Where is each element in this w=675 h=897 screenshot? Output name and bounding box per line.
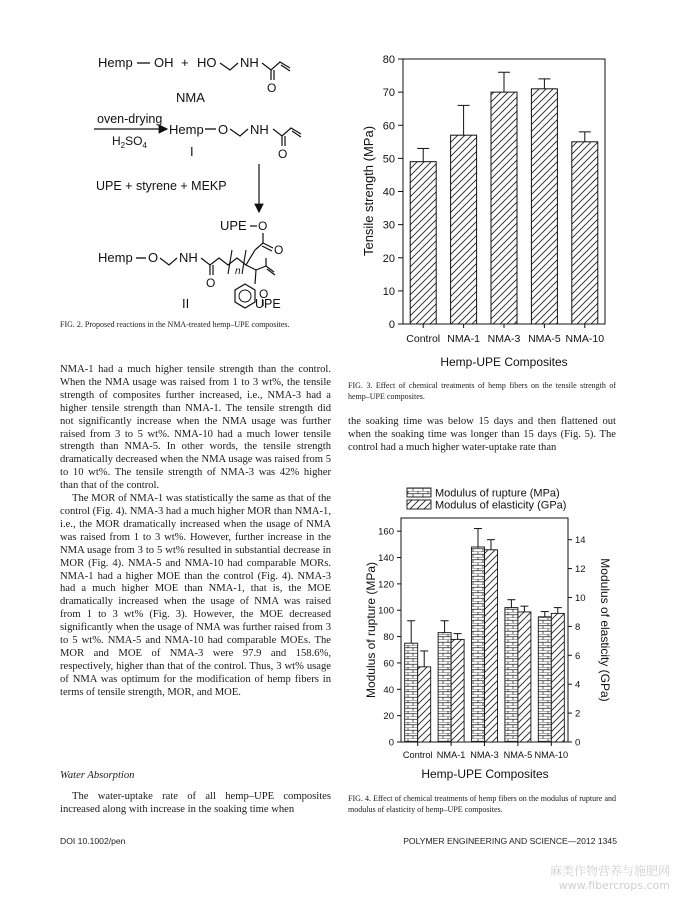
y-axis-label-left: Modulus of rupture (MPa): [364, 561, 378, 699]
ho-text: HO: [197, 55, 217, 70]
footer-journal: POLYMER ENGINEERING AND SCIENCE—2012 1345: [403, 836, 617, 846]
y-tick-label-left: 20: [383, 711, 394, 723]
bar: [531, 89, 557, 324]
y-tick-label: 20: [382, 252, 395, 265]
step1-catalyst: $H_2SO_4$: [112, 134, 147, 150]
y-tick-label: 40: [382, 186, 395, 199]
x-tick-label: NMA-1: [436, 750, 466, 760]
bar: [551, 613, 564, 742]
step1-conditions: oven-drying: [97, 112, 163, 126]
bar: [438, 633, 451, 742]
footer-doi: DOI 10.1002/pen: [60, 836, 126, 846]
oxygen-text: O: [148, 250, 159, 265]
legend-swatch: [407, 500, 431, 509]
paragraph: the soaking time was below 15 days and then flattened out when the soaking time was longer than 15 days (Fig. 5). The control had a much higher water-uptake rate than: [348, 416, 616, 453]
y-tick-label-right: 14: [575, 535, 586, 547]
x-tick-label: NMA-10: [534, 750, 569, 760]
bar: [472, 547, 485, 742]
watermark: [470, 862, 670, 892]
y-tick-label-left: 80: [383, 632, 394, 644]
bar: [418, 667, 431, 742]
reaction-scheme: [80, 40, 350, 315]
backbone-bonds: [201, 250, 255, 265]
bar: [485, 550, 498, 742]
fig3-chart: [345, 45, 627, 375]
y-axis-label: Tensile strength (MPa): [361, 125, 376, 257]
repeat-n: n: [235, 266, 241, 277]
reaction-scheme-svg: [80, 40, 350, 315]
hemp-text: Hemp: [98, 250, 133, 265]
bar: [572, 142, 598, 324]
paragraph: The water-uptake rate of all hemp–UPE composites increased along with increase in the soaking time when: [60, 791, 331, 815]
x-axis-label: Hemp-UPE Composites: [421, 767, 549, 781]
nh-text: NH: [250, 122, 269, 137]
fig3-caption: FIG. 3. Effect of chemical treatments of hemp fibers on the tensile strength of hemp–UPE composites.: [348, 381, 616, 401]
x-tick-label: NMA-5: [528, 333, 561, 345]
left-column: [60, 364, 331, 700]
bar: [451, 135, 477, 324]
x-axis-label: Hemp-UPE Composites: [440, 355, 568, 369]
label-i: I: [190, 144, 194, 159]
y-tick-label: 30: [382, 219, 395, 232]
plus-text: +: [181, 55, 189, 70]
nma-label: NMA: [176, 90, 205, 105]
label-ii: II: [182, 296, 190, 311]
watermark-line2: www.fibercrops.com: [558, 879, 670, 892]
bar: [405, 643, 418, 742]
y-tick-label-right: 4: [575, 679, 581, 691]
nma-chain-bonds: [220, 63, 238, 70]
x-tick-label: NMA-1: [447, 333, 480, 345]
fig4-caption: FIG. 4. Effect of chemical treatments of hemp fibers on the modulus of rupture and modulus of elasticity of hemp–UPE composites.: [348, 794, 616, 814]
chain-bonds: [160, 258, 177, 265]
bar: [451, 639, 464, 742]
y-tick-label-right: 10: [575, 592, 586, 604]
y-tick-label-left: 60: [383, 658, 394, 670]
bar: [538, 617, 551, 742]
x-tick-label: Control: [406, 333, 441, 345]
x-tick-label: NMA-3: [487, 333, 521, 345]
tensile-chart-svg: [345, 45, 627, 375]
paragraph: The MOR of NMA-1 was statistically the same as that of the control (Fig. 4). NMA-3 had a much higher MOR than NMA-1, i.e., the MOR dramatically increased when the usage of NMA was raised from 1 to 3 wt%. However, further increase in the NMA usage from 3 to 5 wt% resulted in substantial decrease in MOR (Fig. 4). NMA-5 and NMA-10 had comparable MORs. NMA-1 had a higher MOE than the control (Fig. 4). NMA-3 had a much higher MOE than NMA-1, that is, the MOE dramatically increased when the usage of NMA was raised from 1 to 3 wt% (Fig. 3). However, the MOE decreased significantly when the usage of NMA was further raised from 3 to 5 wt%. NMA-5 and NMA-10 had comparable MOEs. The MOR and MOE of NMA-3 were 97.9 and 158.6%, respectively, higher than that of the control. Thus, 3 wt% usage of NMA was optimum for the modification of hemp fibers in terms of tensile strength, MOR, and MOE.: [60, 493, 331, 698]
paragraph: NMA-1 had a much higher tensile strength than the control. When the NMA usage was raised from 1 to 3 wt%, the tensile strength of composites further increased, i.e., NMA-3 had a higher tensile strength than NMA-1. The tensile strength did not significantly increase when the NMA usage was further raised from 3 to 5 wt%. NMA-10 had a much lower tensile strength than NMA-5. In other words, the tensile strength dramatically decreased when the NMA usage was raised from 5 to 10 wt%. The tensile strength of NMA-3 was 42% higher than that of the control.: [60, 364, 331, 492]
oxygen-text: O: [274, 243, 284, 257]
ester-bonds: [256, 258, 266, 270]
oxygen-text: O: [218, 122, 229, 137]
nh-text: NH: [240, 55, 259, 70]
y-tick-label-left: 140: [378, 553, 394, 565]
legend-swatch: [407, 488, 431, 497]
legend-label: Modulus of elasticity (GPa): [435, 499, 567, 512]
upe-text: UPE: [220, 218, 247, 233]
y-tick-label-right: 8: [575, 621, 581, 633]
right-column: [348, 416, 616, 455]
y-tick-label: 70: [382, 87, 395, 100]
y-tick-label: 0: [388, 319, 395, 331]
ester-bonds: [255, 233, 263, 250]
oxygen-text: O: [258, 219, 268, 233]
hemp-text: Hemp: [169, 122, 204, 137]
bar: [491, 92, 517, 324]
fig2-caption: FIG. 2. Proposed reactions in the NMA-treated hemp–UPE composites.: [60, 320, 290, 329]
nh-text: NH: [179, 250, 198, 265]
x-tick-label: NMA-3: [470, 750, 499, 760]
oxygen-text: O: [206, 276, 216, 290]
y-tick-label-right: 2: [575, 708, 581, 720]
hemp-text: Hemp: [98, 55, 133, 70]
y-tick-label-right: 0: [575, 737, 581, 749]
oxygen-text: O: [267, 81, 277, 95]
y-tick-label-left: 100: [378, 605, 394, 617]
y-tick-label: 50: [382, 153, 395, 166]
y-tick-label-right: 6: [575, 650, 581, 662]
x-tick-label: NMA-5: [503, 750, 533, 760]
chain-bonds: [230, 129, 248, 136]
upe-text: UPE: [255, 297, 281, 311]
left-column-bottom: [60, 791, 331, 817]
benzene-ring: [235, 284, 255, 308]
y-tick-label: 10: [382, 285, 395, 298]
y-tick-label-left: 160: [378, 526, 394, 538]
benzene-ring-inner: [239, 290, 251, 302]
oh-text: OH: [154, 55, 174, 70]
y-tick-label: 80: [382, 54, 395, 66]
x-tick-label: Control: [402, 750, 433, 760]
oxygen-text: O: [278, 147, 288, 161]
y-tick-label: 60: [382, 120, 395, 133]
y-tick-label-left: 0: [388, 737, 394, 749]
y-axis-label-right: Modulus of elasticity (GPa): [598, 558, 612, 702]
x-tick-label: NMA-10: [565, 333, 605, 345]
y-tick-label-left: 120: [378, 579, 394, 591]
section-heading: Water Absorption: [60, 770, 135, 781]
mor-moe-chart-svg: [355, 480, 625, 785]
bar: [505, 608, 518, 742]
bar: [518, 612, 531, 742]
oxygen-text: O: [259, 287, 269, 301]
y-tick-label-left: 40: [383, 684, 394, 696]
y-tick-label-right: 12: [575, 564, 586, 576]
side-chain-bonds: [246, 265, 256, 284]
step2-reagents: UPE + styrene + MEKP: [96, 179, 227, 193]
watermark-line1: 麻类作物营养与施肥网: [549, 864, 670, 878]
bar: [410, 162, 436, 324]
fig4-chart: [355, 480, 625, 785]
legend-label: Modulus of rupture (MPa): [435, 487, 560, 500]
